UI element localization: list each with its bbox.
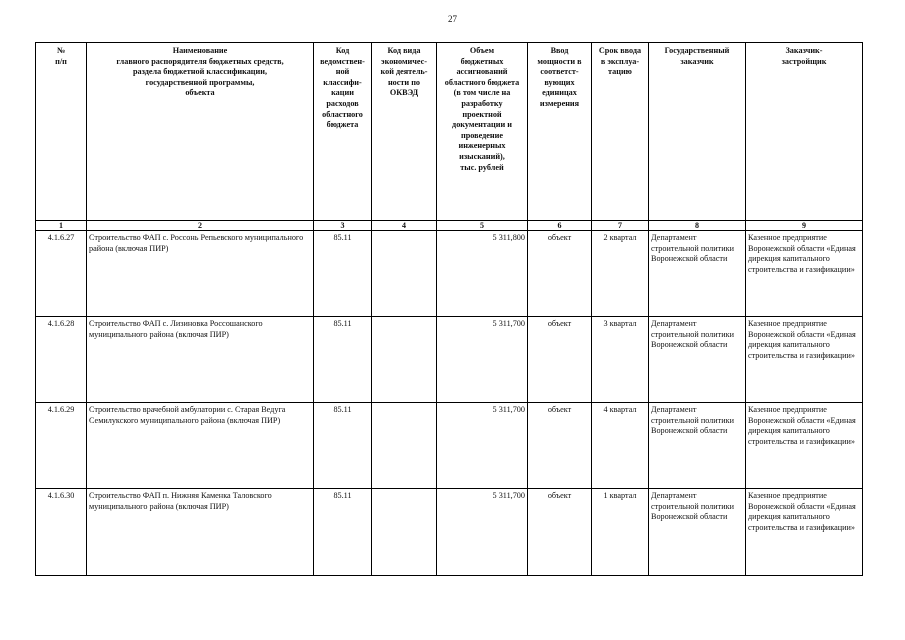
header-cell-customer	[649, 43, 746, 221]
commissioning-term: 1 квартал	[592, 489, 649, 576]
budget-volume: 5 311,700	[437, 403, 528, 489]
commissioning-term: 3 квартал	[592, 317, 649, 403]
header-label: Наименование главного распорядителя бюджетных средств, раздела бюджетной классификации, государственной программы, объекта	[116, 46, 284, 98]
row-number: 4.1.6.27	[36, 231, 87, 317]
column-number: 9	[746, 221, 863, 231]
column-number: 4	[372, 221, 437, 231]
column-number: 1	[36, 221, 87, 231]
column-number: 5	[437, 221, 528, 231]
object-name: Строительство ФАП п. Нижняя Каменка Таловского муниципального района (включая ПИР)	[87, 489, 314, 576]
table-row	[36, 403, 863, 489]
table-row	[36, 231, 863, 317]
capacity-unit: объект	[528, 403, 592, 489]
header-label: Код ведомствен- ной классифи- кации расходов областного бюджета	[320, 46, 365, 130]
table-row	[36, 489, 863, 576]
column-number: 8	[649, 221, 746, 231]
header-cell-name	[87, 43, 314, 221]
row-number: 4.1.6.30	[36, 489, 87, 576]
header-label: № п/п	[55, 46, 67, 66]
column-number: 2	[87, 221, 314, 231]
header-cell-developer	[746, 43, 863, 221]
state-customer: Департамент строительной политики Воронежской области	[649, 317, 746, 403]
commissioning-term: 2 квартал	[592, 231, 649, 317]
header-cell-number	[36, 43, 87, 221]
table-row	[36, 317, 863, 403]
header-cell-term	[592, 43, 649, 221]
budget-code: 85.11	[314, 489, 372, 576]
object-name: Строительство врачебной амбулатории с. Старая Ведуга Семилукского муниципального района (включая ПИР)	[87, 403, 314, 489]
customer-developer: Казенное предприятие Воронежской области «Единая дирекция капитального строительсгва и газификации»	[746, 231, 863, 317]
capacity-unit: объект	[528, 489, 592, 576]
state-customer: Департамент строительной политики Воронежской области	[649, 489, 746, 576]
object-name: Строительство ФАП с. Лизиновка Россошанского муниципального района (включая ПИР)	[87, 317, 314, 403]
capacity-unit: объект	[528, 317, 592, 403]
header-label: Срок ввода в эксплуа- тацию	[598, 46, 642, 77]
row-number: 4.1.6.29	[36, 403, 87, 489]
state-customer: Департамент строительной политики Воронежской области	[649, 403, 746, 489]
okved-code	[372, 317, 437, 403]
budget-volume: 5 311,700	[437, 317, 528, 403]
customer-developer: Казенное предприятие Воронежской области «Единая дирекция капитального строительства и газификации»	[746, 317, 863, 403]
header-cell-code	[314, 43, 372, 221]
header-cell-capacity	[528, 43, 592, 221]
commissioning-term: 4 квартал	[592, 403, 649, 489]
header-label: Код вида экономичес- кой деятель- ности по ОКВЭД	[380, 46, 428, 98]
budget-code: 85.11	[314, 403, 372, 489]
header-cell-okved	[372, 43, 437, 221]
column-number: 6	[528, 221, 592, 231]
state-customer: Департамент строительной политики Воронежской области	[649, 231, 746, 317]
column-number: 3	[314, 221, 372, 231]
customer-developer: Казенное предприятие Воронежской области «Единая дирекция капитального строительства и газификации»	[746, 403, 863, 489]
header-cell-volume	[437, 43, 528, 221]
budget-code: 85.11	[314, 231, 372, 317]
budget-volume: 5 311,700	[437, 489, 528, 576]
customer-developer: Казенное предприятие Воронежской области «Единая дирекция капитального строительства и газификации»	[746, 489, 863, 576]
column-number-row	[36, 221, 863, 231]
header-label: Заказчик- застройщик	[781, 46, 827, 66]
okved-code	[372, 231, 437, 317]
page-number: 27	[448, 14, 457, 24]
okved-code	[372, 489, 437, 576]
budget-volume: 5 311,800	[437, 231, 528, 317]
okved-code	[372, 403, 437, 489]
header-label: Ввод мощности в соответст- вующих единицах измерения	[537, 46, 582, 108]
capacity-unit: объект	[528, 231, 592, 317]
investment-table	[35, 42, 863, 576]
budget-code: 85.11	[314, 317, 372, 403]
header-label: Объем бюджетных ассигнований областного бюджета (в том числе на разработку проектной документации и проведение инженерных изысканий), тыс. рублей	[444, 46, 520, 172]
object-name: Строительство ФАП с. Россонь Репьевского муниципального района (включая ПИР)	[87, 231, 314, 317]
row-number: 4.1.6.28	[36, 317, 87, 403]
column-number: 7	[592, 221, 649, 231]
header-row	[36, 43, 863, 221]
header-label: Государственный заказчик	[664, 46, 730, 66]
